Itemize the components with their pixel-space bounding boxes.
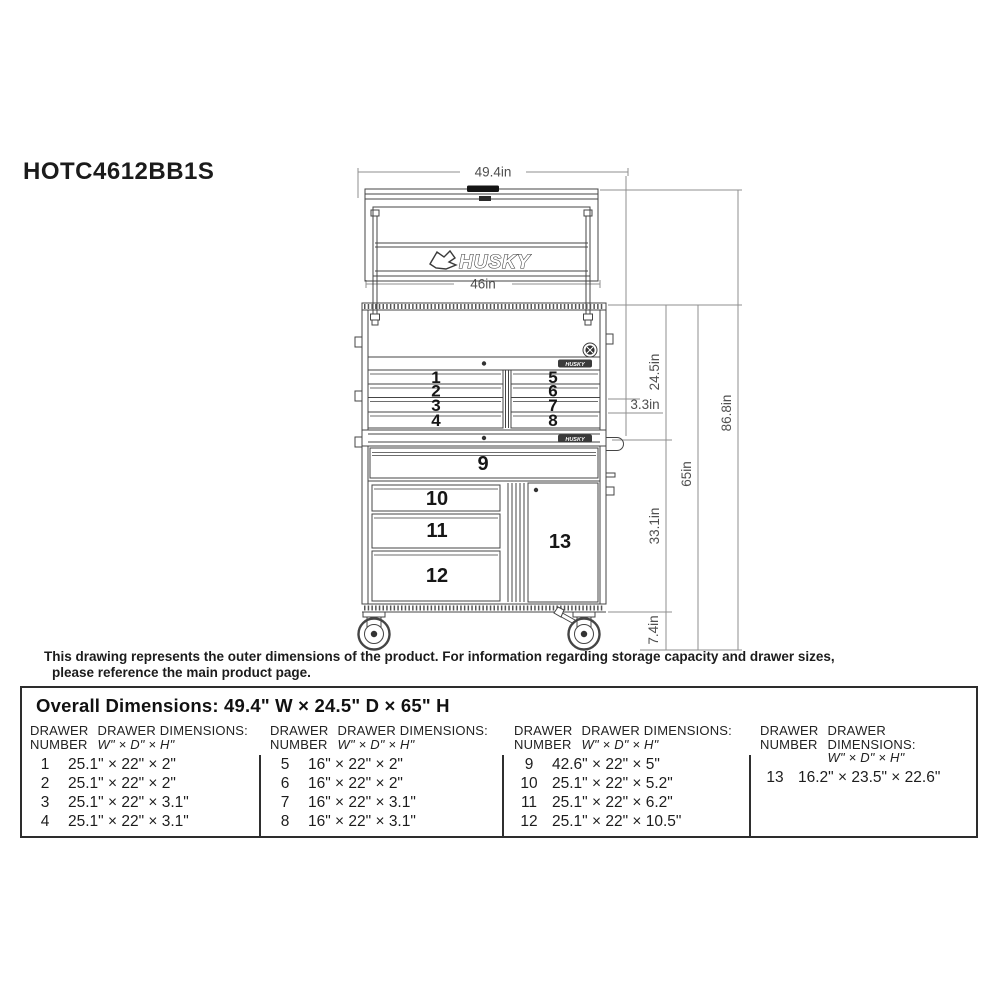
header-drawer: DRAWER [270, 723, 329, 738]
header-dimensions: DRAWER DIMENSIONS: [827, 723, 916, 752]
table-column-4 [760, 724, 972, 788]
drawer-number: 4 [40, 813, 50, 831]
column-header [514, 724, 742, 751]
husky-badge-text: HUSKY [565, 436, 585, 443]
table-row [270, 793, 494, 812]
footnote [44, 649, 944, 680]
table-row [760, 769, 972, 788]
drawer-dims: 42.6" × 22" × 5" [552, 755, 660, 773]
table-row [30, 793, 254, 812]
header-wdh: W" × D" × H" [337, 736, 415, 752]
drawer-number: 7 [280, 793, 290, 811]
drawer-dims: 25.1" × 22" × 5.2" [552, 774, 673, 792]
drawer-8-label: 8 [548, 411, 558, 430]
dim-label-top-width: 49.4in [474, 164, 512, 180]
drawer-number: 9 [524, 755, 534, 773]
lock-icon [583, 343, 597, 357]
drawer-number: 10 [520, 774, 538, 792]
table-row [514, 755, 742, 774]
column-divider [502, 755, 504, 836]
page-title: HOTC4612BB1S [23, 158, 215, 185]
husky-logo-text: HUSKY [459, 252, 531, 273]
footnote-line-2: please reference the main product page. [52, 664, 311, 680]
drawer-dims: 25.1" × 22" × 2" [68, 755, 176, 773]
table-row [270, 755, 494, 774]
column-divider [259, 755, 261, 836]
overall-dimensions-label: Overall Dimensions: [36, 695, 219, 716]
drawer-dims: 25.1" × 22" × 10.5" [552, 813, 682, 831]
drawer-dims: 25.1" × 22" × 3.1" [68, 793, 189, 811]
drawer-9-label: 9 [477, 453, 489, 475]
table-row [514, 813, 742, 832]
drawer-number: 3 [40, 793, 50, 811]
table-row [514, 774, 742, 793]
drawer-7-label: 7 [548, 396, 558, 415]
husky-badge-text: HUSKY [565, 361, 585, 368]
husky-badge-top [558, 360, 592, 368]
husky-logo [430, 251, 532, 273]
lid-latch [479, 196, 491, 201]
header-wdh: W" × D" × H" [581, 736, 659, 752]
drawer-13-label: 13 [548, 531, 572, 553]
drawer-1-label: 1 [431, 368, 441, 387]
header-number: NUMBER [760, 736, 818, 752]
drawer-dims: 16.2" × 23.5" × 22.6" [798, 769, 941, 787]
drawer-dims: 25.1" × 22" × 2" [68, 774, 176, 792]
door-lock-icon [534, 488, 538, 492]
dim-label-chest-height: 24.5in [647, 353, 662, 391]
drawer-number: 13 [766, 769, 784, 787]
table-row [270, 813, 494, 832]
dim-label-cabinet-height: 33.1in [647, 507, 662, 545]
dim-label-overall-height: 86.8in [719, 394, 734, 432]
header-dimensions: DRAWER DIMENSIONS: [581, 723, 732, 738]
column-divider [749, 755, 751, 836]
overall-dimensions-value: 49.4" W × 24.5" D × 65" H [224, 695, 450, 716]
keyhole-icon [482, 361, 486, 365]
header-dimensions: DRAWER DIMENSIONS: [97, 723, 248, 738]
caster-left [359, 612, 390, 650]
keyhole-icon [482, 436, 486, 440]
table-column-2 [270, 724, 494, 832]
table-row [514, 793, 742, 812]
table-column-1 [30, 724, 254, 832]
caster-right [554, 607, 600, 650]
drawer-dims: 16" × 22" × 2" [308, 774, 403, 792]
top-chest [362, 303, 606, 446]
table-row [30, 774, 254, 793]
drawer-dims: 16" × 22" × 2" [308, 755, 403, 773]
drawer-dims: 16" × 22" × 3.1" [308, 793, 416, 811]
dim-label-lid-width: 46in [470, 276, 496, 292]
table-column-3 [514, 724, 742, 832]
drawer-10-label: 10 [425, 488, 449, 510]
drawer-number: 11 [520, 793, 538, 811]
drawer-number: 2 [40, 774, 50, 792]
dim-label-drawer-height: 3.3in [630, 397, 660, 412]
header-number: NUMBER [30, 736, 88, 752]
table-row [270, 774, 494, 793]
drawer-number: 6 [280, 774, 290, 792]
footnote-line-1: This drawing represents the outer dimensions of the product. For information regarding storage capacity and drawer sizes, [44, 649, 835, 664]
header-dimensions: DRAWER DIMENSIONS: [337, 723, 488, 738]
husky-badge-bottom [558, 435, 592, 443]
table-row [30, 755, 254, 774]
side-bracket [606, 487, 614, 495]
header-wdh: W" × D" × H" [827, 750, 905, 765]
column-header [270, 724, 494, 751]
dim-label-body-height: 65in [679, 461, 694, 487]
drawer-4-label: 4 [431, 411, 441, 430]
drawer-dims: 16" × 22" × 3.1" [308, 813, 416, 831]
drawer-dims: 25.1" × 22" × 6.2" [552, 793, 673, 811]
drawer-2-label: 2 [431, 381, 441, 401]
drawer-11-label: 11 [426, 520, 448, 542]
table-row [30, 813, 254, 832]
drawer-number: 12 [520, 813, 538, 831]
header-drawer: DRAWER [760, 723, 819, 738]
side-handle [606, 438, 624, 496]
dimensions-table [20, 686, 978, 838]
drawer-dims: 25.1" × 22" × 3.1" [68, 813, 189, 831]
drawer-number: 1 [40, 755, 50, 773]
drawer-6-label: 6 [548, 381, 558, 401]
header-number: NUMBER [270, 736, 328, 752]
drawer-number: 5 [280, 755, 290, 773]
header-drawer: DRAWER [30, 723, 89, 738]
column-header [30, 724, 254, 751]
header-drawer: DRAWER [514, 723, 573, 738]
dim-label-caster-height: 7.4in [646, 615, 661, 645]
header-wdh: W" × D" × H" [97, 736, 175, 752]
drawer-3-label: 3 [431, 396, 441, 415]
drawer-5-label: 5 [548, 368, 558, 387]
column-header [760, 724, 972, 765]
drawer-12-label: 12 [425, 565, 449, 587]
husky-dog-icon [430, 251, 456, 269]
header-number: NUMBER [514, 736, 572, 752]
overall-dimensions [36, 695, 450, 717]
lid-handle [467, 186, 499, 193]
side-hook [606, 473, 615, 477]
drawer-number: 8 [280, 813, 290, 831]
